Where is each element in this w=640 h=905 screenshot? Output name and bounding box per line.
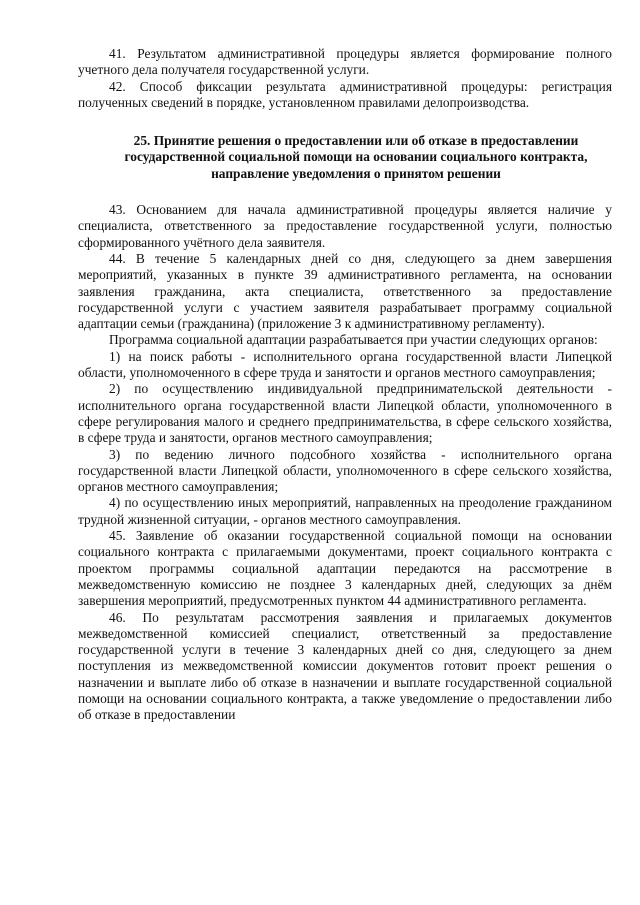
list-item-1: 1) на поиск работы - исполнительного органа государственной власти Липецкой области, уполномоченного в сфере труда и занятости и органов местного самоуправления;: [78, 348, 612, 381]
paragraph-45: 45. Заявление об оказании государственной социальной помощи на основании социального контракта с прилагаемыми документами, проект социального контракта с проектом программы социальной адаптации передаются на рассмотрение в межведомственную комиссию не позднее 3 календарных дней, следующих за днём завершения мероприятий, предусмотренных пунктом 44 административного регламента.: [78, 528, 612, 609]
document-page: [78, 46, 612, 724]
list-item-3: 3) по ведению личного подсобного хозяйства - исполнительного органа государственной власти Липецкой области, уполномоченного в сфере сельского хозяйства, органов местного самоуправления;: [78, 446, 612, 495]
list-item-2: 2) по осуществлению индивидуальной предпринимательской деятельности - исполнительного органа государственной власти Липецкой области, уполномоченного в сфере регулирования малого и среднего предпринимательства, в сфере сельского хозяйства, в сфере труда и занятости, органов местного самоуправления;: [78, 381, 612, 446]
paragraph-44: 44. В течение 5 календарных дней со дня, следующего за днем завершения мероприятий, указанных в пункте 39 административного регламента, на основании заявления гражданина, акта специалиста, ответственного за предоставление государственной услуги с участием заявителя разрабатывает программу социальной адаптации семьи (гражданина) (приложение 3 к административному регламенту).: [78, 250, 612, 332]
paragraph-41: 41. Результатом административной процедуры является формирование полного учетного дела получателя государственной услуги.: [78, 46, 612, 78]
paragraph-46: 46. По результатам рассмотрения заявления и прилагаемых документов межведомственной комиссией специалист, ответственный за предоставление государственной услуги в течение 3 календарных дней со дня, следующего за днем поступления из межведомственной комиссии документов готовит проект решения о назначении и выплате либо об отказе в назначении и выплате государственной социальной помощи на основании социального контракта, а также уведомление о предоставлении либо об отказе в предоставлении: [78, 609, 612, 723]
section-heading: 25. Принятие решения о предоставлении или об отказе в предоставлении государственной социальной помощи на основании социального контракта, направление уведомления о принятом решении: [124, 133, 588, 181]
paragraph-43: 43. Основанием для начала административной процедуры является наличие у специалиста, ответственного за предоставление государственной услуги, полностью сформированного учётного дела заявителя.: [78, 202, 612, 250]
paragraph-42: 42. Способ фиксации результата административной процедуры: регистрация полученных сведений в порядке, установленном правилами делопроизводства.: [78, 78, 612, 110]
list-item-4: 4) по осуществлению иных мероприятий, направленных на преодоление гражданином трудной жизненной ситуации, - органов местного самоуправления.: [78, 495, 612, 527]
paragraph-program-intro: Программа социальной адаптации разрабатывается при участии следующих органов:: [109, 332, 598, 348]
